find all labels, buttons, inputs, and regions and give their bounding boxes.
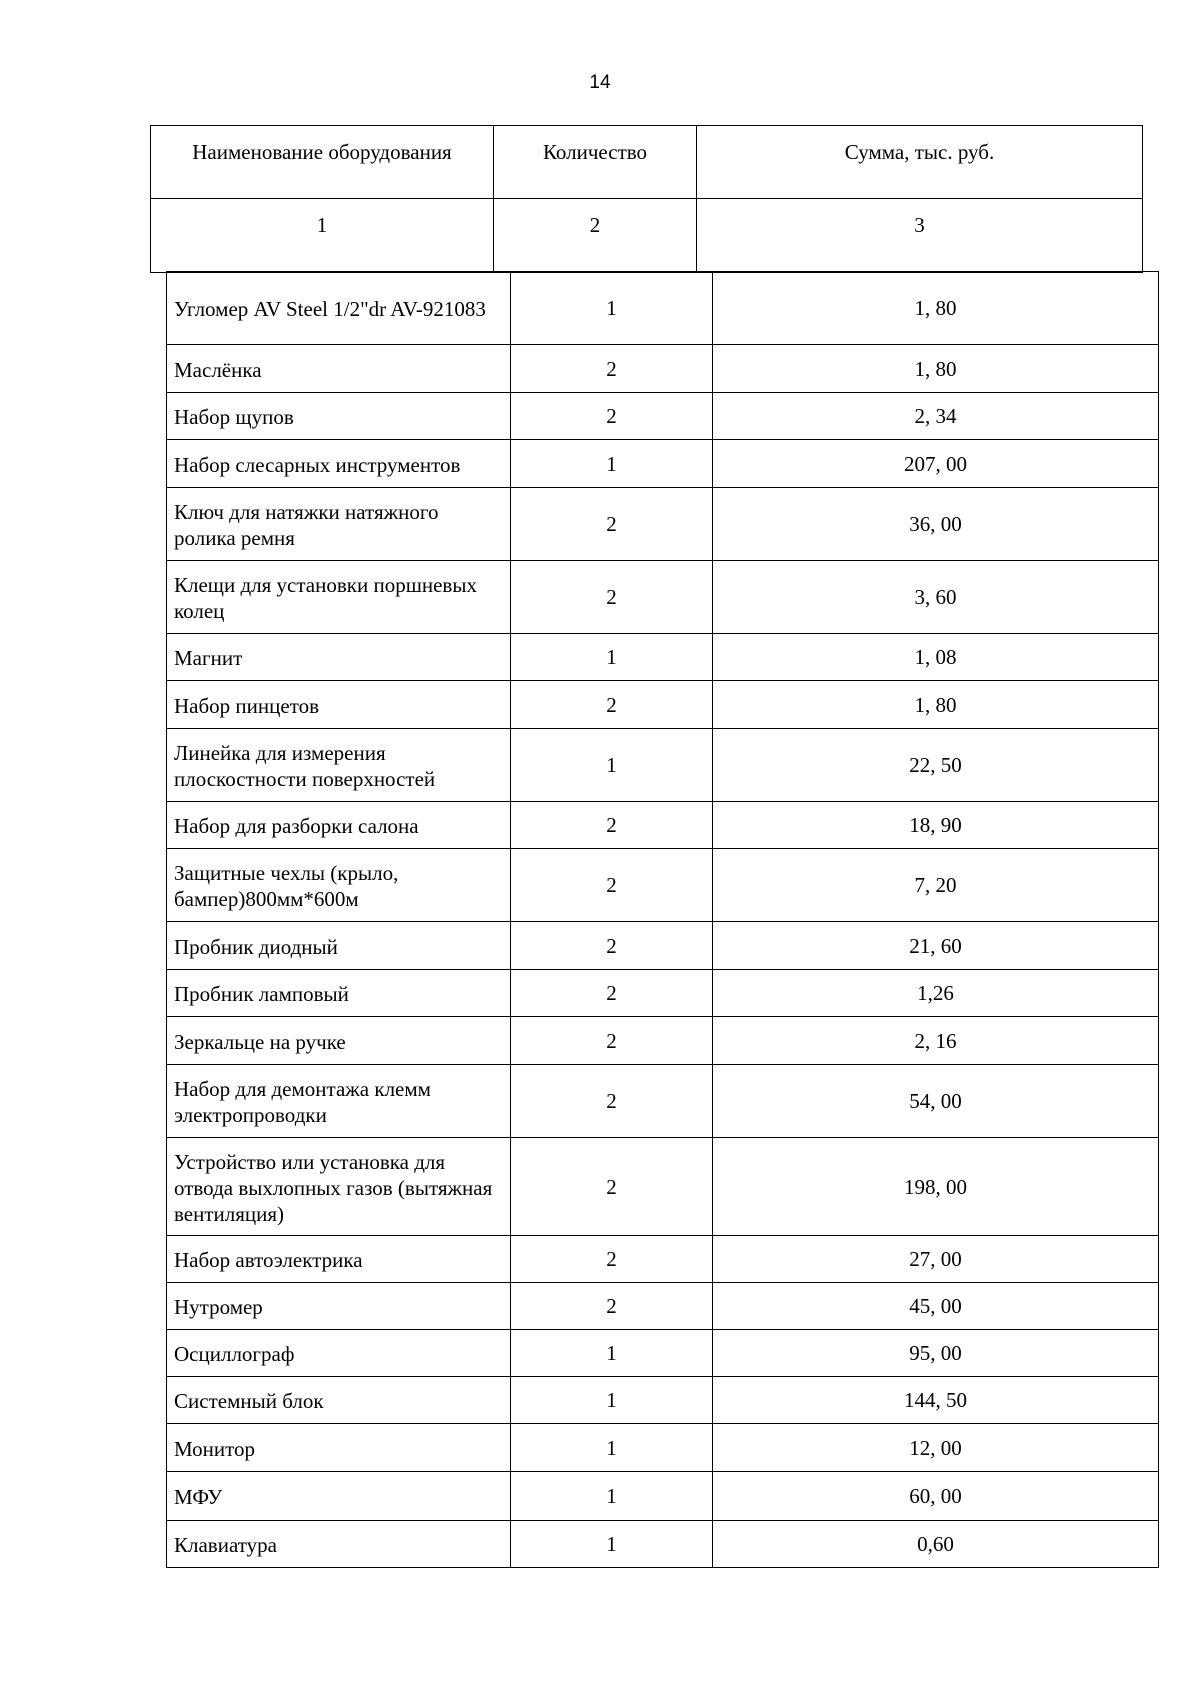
sum-cell: 1, 80	[713, 272, 1159, 345]
equipment-name-cell: Маслёнка	[167, 345, 511, 393]
sum-cell: 1, 80	[713, 681, 1159, 729]
quantity-cell: 2	[511, 1065, 713, 1138]
table-row	[167, 440, 1159, 488]
quantity-cell: 2	[511, 1236, 713, 1283]
table-header	[150, 125, 1143, 273]
equipment-name-cell: Угломер AV Steel 1/2"dr AV-921083	[167, 272, 511, 345]
header-row	[151, 126, 1143, 199]
sum-cell: 95, 00	[713, 1330, 1159, 1377]
quantity-cell: 1	[511, 1521, 713, 1568]
sum-cell: 36, 00	[713, 488, 1159, 561]
sum-cell: 18, 90	[713, 802, 1159, 849]
equipment-name-cell: Ключ для натяжки натяжного ролика ремня	[167, 488, 511, 561]
table-row	[167, 1138, 1159, 1236]
table-row	[167, 1521, 1159, 1568]
sum-cell: 198, 00	[713, 1138, 1159, 1236]
sum-cell: 1,26	[713, 970, 1159, 1017]
sum-cell: 144, 50	[713, 1377, 1159, 1424]
table-row	[167, 1330, 1159, 1377]
quantity-cell: 1	[511, 440, 713, 488]
sum-cell: 21, 60	[713, 922, 1159, 970]
equipment-name-cell: Пробник ламповый	[167, 970, 511, 1017]
quantity-cell: 2	[511, 561, 713, 634]
equipment-name-cell: Набор пинцетов	[167, 681, 511, 729]
equipment-name-cell: Набор слесарных инструментов	[167, 440, 511, 488]
quantity-cell: 2	[511, 970, 713, 1017]
table-row	[167, 1017, 1159, 1065]
table-row	[167, 1236, 1159, 1283]
quantity-cell: 1	[511, 1472, 713, 1521]
sum-cell: 1, 80	[713, 345, 1159, 393]
equipment-name-cell: Устройство или установка для отвода выхлопных газов (вытяжная вентиляция)	[167, 1138, 511, 1236]
sum-cell: 2, 16	[713, 1017, 1159, 1065]
equipment-name-cell: Клещи для установки поршневых колец	[167, 561, 511, 634]
equipment-table-body	[167, 272, 1159, 1568]
table-row	[167, 488, 1159, 561]
sum-cell: 22, 50	[713, 729, 1159, 802]
sum-cell: 12, 00	[713, 1424, 1159, 1472]
sum-cell: 2, 34	[713, 393, 1159, 440]
table-row	[167, 1065, 1159, 1138]
table-row	[167, 1424, 1159, 1472]
equipment-name-cell: Набор щупов	[167, 393, 511, 440]
sum-cell: 54, 00	[713, 1065, 1159, 1138]
quantity-cell: 2	[511, 1138, 713, 1236]
sum-cell: 7, 20	[713, 849, 1159, 922]
page-number: 14	[589, 72, 611, 93]
table-row	[167, 922, 1159, 970]
equipment-name-cell: Клавиатура	[167, 1521, 511, 1568]
quantity-cell: 2	[511, 345, 713, 393]
column-number-3: 3	[697, 199, 1143, 273]
equipment-name-cell: Системный блок	[167, 1377, 511, 1424]
quantity-cell: 1	[511, 1330, 713, 1377]
quantity-cell: 2	[511, 802, 713, 849]
equipment-name-cell: МФУ	[167, 1472, 511, 1521]
quantity-cell: 1	[511, 272, 713, 345]
table-row	[167, 1472, 1159, 1521]
equipment-name-cell: Монитор	[167, 1424, 511, 1472]
table-row	[167, 561, 1159, 634]
sum-cell: 60, 00	[713, 1472, 1159, 1521]
column-header-name: Наименование оборудования	[151, 126, 494, 199]
equipment-name-cell: Зеркальце на ручке	[167, 1017, 511, 1065]
sum-cell: 207, 00	[713, 440, 1159, 488]
sum-cell: 1, 08	[713, 634, 1159, 681]
equipment-name-cell: Нутромер	[167, 1283, 511, 1330]
table-row	[167, 729, 1159, 802]
column-header-sum: Сумма, тыс. руб.	[697, 126, 1143, 199]
quantity-cell: 2	[511, 681, 713, 729]
table-row	[167, 970, 1159, 1017]
table-row	[167, 345, 1159, 393]
table-row	[167, 681, 1159, 729]
table-row	[167, 634, 1159, 681]
equipment-name-cell: Магнит	[167, 634, 511, 681]
equipment-name-cell: Набор для демонтажа клемм электропроводки	[167, 1065, 511, 1138]
table-row	[167, 1377, 1159, 1424]
column-number-2: 2	[494, 199, 697, 273]
quantity-cell: 1	[511, 634, 713, 681]
quantity-cell: 2	[511, 1017, 713, 1065]
quantity-cell: 2	[511, 849, 713, 922]
equipment-table	[166, 271, 1159, 1568]
quantity-cell: 2	[511, 922, 713, 970]
quantity-cell: 1	[511, 1424, 713, 1472]
quantity-cell: 2	[511, 393, 713, 440]
table-row	[167, 272, 1159, 345]
equipment-name-cell: Линейка для измерения плоскостности поверхностей	[167, 729, 511, 802]
column-number-1: 1	[151, 199, 494, 273]
quantity-cell: 2	[511, 488, 713, 561]
equipment-name-cell: Набор для разборки салона	[167, 802, 511, 849]
equipment-name-cell: Осциллограф	[167, 1330, 511, 1377]
sum-cell: 45, 00	[713, 1283, 1159, 1330]
equipment-name-cell: Защитные чехлы (крыло, бампер)800мм*600м	[167, 849, 511, 922]
table-row	[167, 1283, 1159, 1330]
table-row	[167, 393, 1159, 440]
sum-cell: 3, 60	[713, 561, 1159, 634]
table-row	[167, 802, 1159, 849]
sum-cell: 27, 00	[713, 1236, 1159, 1283]
quantity-cell: 1	[511, 729, 713, 802]
equipment-name-cell: Набор автоэлектрика	[167, 1236, 511, 1283]
table-row	[167, 849, 1159, 922]
sum-cell: 0,60	[713, 1521, 1159, 1568]
quantity-cell: 2	[511, 1283, 713, 1330]
equipment-name-cell: Пробник диодный	[167, 922, 511, 970]
column-number-row	[151, 199, 1143, 273]
column-header-quantity: Количество	[494, 126, 697, 199]
quantity-cell: 1	[511, 1377, 713, 1424]
